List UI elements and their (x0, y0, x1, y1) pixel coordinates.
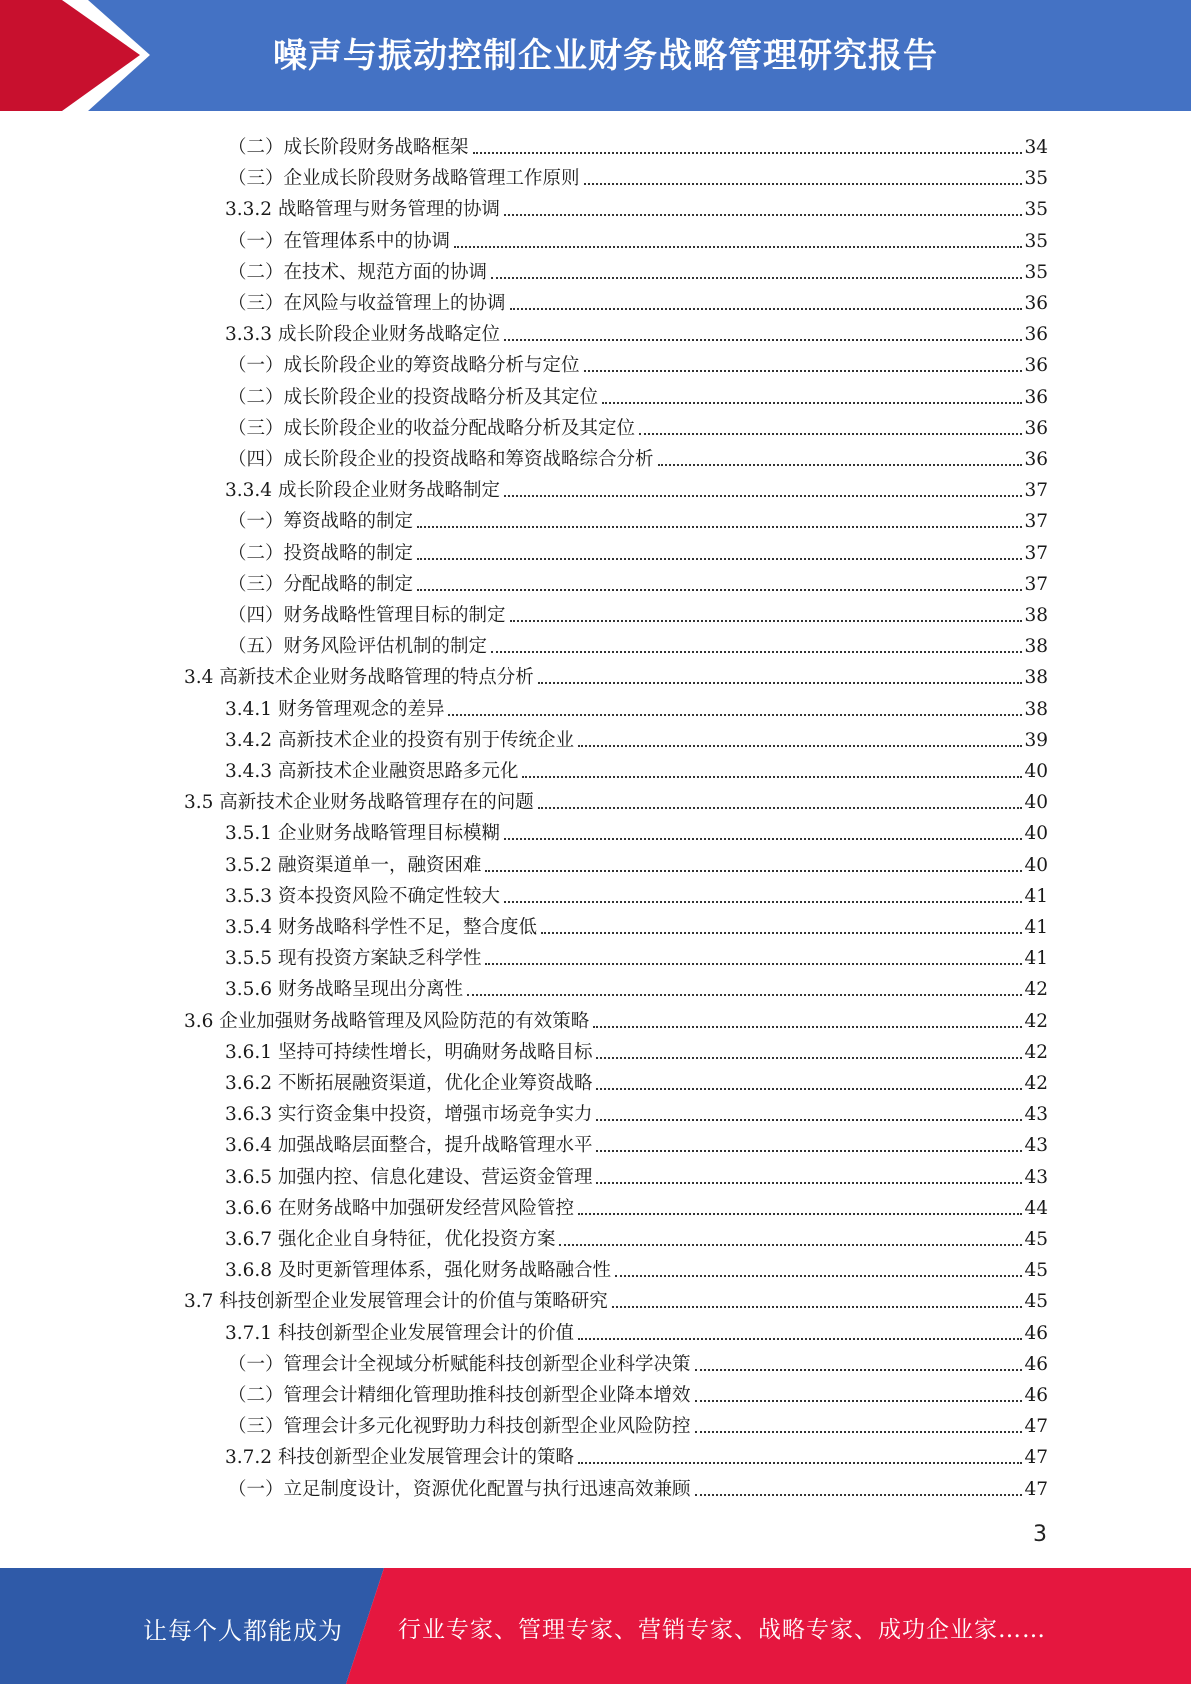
toc-entry[interactable] (225, 1220, 1048, 1251)
toc-entry-page: 45 (1024, 1229, 1048, 1250)
toc-leader-dots (485, 870, 1022, 872)
toc-entry[interactable] (228, 627, 1048, 658)
toc-entry-label: 3.3.2 战略管理与财务管理的协调 (225, 199, 500, 221)
toc-entry-page: 46 (1024, 1322, 1048, 1344)
toc-entry-page: 35 (1024, 199, 1048, 221)
toc-leader-dots (584, 370, 1023, 372)
toc-entry-label: （三）管理会计多元化视野助力科技创新型企业风险防控 (228, 1416, 691, 1438)
toc-entry[interactable] (225, 752, 1048, 783)
toc-entry[interactable] (225, 1095, 1048, 1126)
toc-entry-page: 37 (1024, 480, 1048, 502)
toc-entry[interactable] (228, 440, 1048, 471)
toc-entry[interactable] (228, 534, 1048, 565)
toc-entry-label: （二）成长阶段企业的投资战略分析及其定位 (228, 386, 599, 408)
toc-entry-page: 37 (1024, 573, 1048, 595)
toc-entry-label: 3.3.3 成长阶段企业财务战略定位 (225, 324, 500, 346)
toc-entry-label: 3.7.1 科技创新型企业发展管理会计的价值 (225, 1322, 574, 1344)
toc-entry-label: 3.6.3 实行资金集中投资，增强市场竞争实力 (225, 1104, 593, 1126)
toc-entry[interactable] (228, 284, 1048, 315)
toc-entry-page: 38 (1024, 605, 1048, 626)
toc-entry-page: 42 (1024, 1010, 1048, 1032)
toc-entry-label: 3.5.3 资本投资风险不确定性较大 (225, 885, 500, 907)
toc-leader-dots (615, 1275, 1022, 1277)
toc-leader-dots (695, 1400, 1023, 1402)
toc-entry-label: （四）财务战略性管理目标的制定 (228, 605, 506, 626)
toc-leader-dots (485, 963, 1022, 965)
toc-entry-page: 36 (1024, 417, 1048, 439)
toc-entry[interactable] (228, 1376, 1048, 1407)
toc-entry-page: 38 (1024, 698, 1048, 720)
toc-entry[interactable] (225, 1033, 1048, 1064)
toc-entry-page: 42 (1024, 979, 1048, 1001)
toc-entry-label: 3.6.7 强化企业自身特征，优化投资方案 (225, 1229, 556, 1250)
toc-entry-page: 45 (1024, 1260, 1048, 1282)
toc-leader-dots (695, 1494, 1023, 1496)
toc-leader-dots (504, 901, 1022, 903)
page-number: 3 (1033, 1522, 1047, 1547)
toc-entry[interactable] (225, 1158, 1048, 1189)
toc-entry-page: 35 (1024, 168, 1048, 190)
toc-leader-dots (658, 464, 1023, 466)
toc-entry[interactable] (228, 1407, 1048, 1438)
toc-entry-label: 3.7 科技创新型企业发展管理会计的价值与策略研究 (184, 1291, 608, 1313)
toc-entry-label: 3.5.4 财务战略科学性不足，整合度低 (225, 917, 537, 938)
page-footer (0, 1568, 1191, 1684)
toc-leader-dots (473, 152, 1023, 154)
toc-entry[interactable] (228, 378, 1048, 409)
toc-leader-dots (504, 214, 1022, 216)
toc-entry[interactable] (225, 1126, 1048, 1157)
toc-entry-label: 3.4.1 财务管理观念的差异 (225, 698, 445, 720)
toc-entry-page: 47 (1024, 1416, 1048, 1438)
page-header (0, 0, 1191, 111)
toc-leader-dots (510, 620, 1023, 622)
toc-entry-label: （一）成长阶段企业的筹资战略分析与定位 (228, 355, 580, 377)
toc-entry[interactable] (228, 222, 1048, 253)
toc-leader-dots (504, 495, 1022, 497)
toc-entry[interactable] (225, 846, 1048, 877)
toc-leader-dots (578, 745, 1022, 747)
toc-entry[interactable] (225, 877, 1048, 908)
toc-entry-page: 41 (1024, 917, 1048, 938)
toc-entry-label: 3.6.8 及时更新管理体系，强化财务战略融合性 (225, 1260, 611, 1282)
toc-entry[interactable] (228, 565, 1048, 596)
toc-entry-page: 36 (1024, 449, 1048, 470)
toc-entry[interactable] (184, 1002, 1048, 1033)
toc-entry-page: 37 (1024, 542, 1048, 564)
toc-leader-dots (593, 1026, 1022, 1028)
toc-entry[interactable] (228, 1470, 1048, 1501)
toc-leader-dots (504, 339, 1022, 341)
toc-entry-label: 3.6 企业加强财务战略管理及风险防范的有效策略 (184, 1010, 590, 1032)
toc-leader-dots (596, 1182, 1022, 1184)
toc-entry-label: （三）企业成长阶段财务战略管理工作原则 (228, 168, 580, 190)
toc-leader-dots (639, 433, 1022, 435)
toc-entry-label: 3.5.1 企业财务战略管理目标模糊 (225, 823, 500, 845)
toc-leader-dots (578, 1213, 1022, 1215)
toc-entry-label: （三）成长阶段企业的收益分配战略分析及其定位 (228, 417, 636, 439)
toc-leader-dots (541, 932, 1022, 934)
toc-entry-label: 3.7.2 科技创新型企业发展管理会计的策略 (225, 1447, 574, 1469)
toc-entry[interactable] (225, 1314, 1048, 1345)
toc-entry-label: 3.5.6 财务战略呈现出分离性 (225, 979, 463, 1001)
toc-leader-dots (491, 651, 1022, 653)
footer-slogan-right: 行业专家、管理专家、营销专家、战略专家、成功企业家…… (398, 1617, 1046, 1643)
toc-entry[interactable] (225, 939, 1048, 970)
toc-leader-dots (417, 526, 1022, 528)
toc-entry[interactable] (225, 970, 1048, 1001)
toc-entry[interactable] (225, 471, 1048, 502)
toc-entry-page: 45 (1024, 1291, 1048, 1313)
toc-entry-label: 3.3.4 成长阶段企业财务战略制定 (225, 480, 500, 502)
toc-entry[interactable] (184, 783, 1048, 814)
toc-entry-page: 37 (1024, 511, 1048, 533)
toc-leader-dots (510, 308, 1023, 310)
toc-entry[interactable] (228, 502, 1048, 533)
toc-entry-page: 39 (1024, 729, 1048, 751)
toc-entry[interactable] (228, 1345, 1048, 1376)
toc-entry[interactable] (225, 1189, 1048, 1220)
toc-entry-label: 3.5 高新技术企业财务战略管理存在的问题 (184, 792, 534, 814)
toc-leader-dots (596, 1057, 1022, 1059)
toc-leader-dots (559, 1244, 1022, 1246)
toc-entry-page: 34 (1024, 137, 1048, 158)
toc-entry-page: 35 (1024, 230, 1048, 252)
toc-entry-label: （三）在风险与收益管理上的协调 (228, 293, 506, 314)
toc-leader-dots (584, 183, 1023, 185)
toc-entry[interactable] (225, 721, 1048, 752)
toc-leader-dots (491, 277, 1022, 279)
toc-entry-page: 40 (1024, 792, 1048, 814)
toc-entry-page: 42 (1024, 1041, 1048, 1063)
toc-entry-label: （一）管理会计全视域分析赋能科技创新型企业科学决策 (228, 1353, 691, 1375)
toc-entry-page: 35 (1024, 261, 1048, 283)
toc-entry-page: 36 (1024, 293, 1048, 314)
toc-entry-page: 43 (1024, 1104, 1048, 1126)
toc-entry[interactable] (228, 128, 1048, 159)
toc-entry-label: 3.5.2 融资渠道单一，融资困难 (225, 854, 482, 876)
toc-leader-dots (695, 1431, 1023, 1433)
toc-entry[interactable] (228, 159, 1048, 190)
toc-entry-label: （二）投资战略的制定 (228, 542, 414, 564)
toc-leader-dots (612, 1306, 1023, 1308)
toc-entry[interactable] (225, 315, 1048, 346)
report-title: 噪声与振动控制企业财务战略管理研究报告 (273, 36, 938, 76)
toc-entry-page: 40 (1024, 854, 1048, 876)
toc-leader-dots (467, 994, 1022, 996)
toc-entry-label: 3.4 高新技术企业财务战略管理的特点分析 (184, 667, 534, 689)
toc-entry-label: 3.6.4 加强战略层面整合，提升战略管理水平 (225, 1135, 593, 1157)
toc-entry[interactable] (184, 1282, 1048, 1313)
toc-entry-page: 40 (1024, 823, 1048, 845)
toc-entry-page: 36 (1024, 386, 1048, 408)
toc-leader-dots (417, 558, 1022, 560)
toc-entry-page: 47 (1024, 1447, 1048, 1469)
toc-entry-page: 43 (1024, 1166, 1048, 1188)
toc-entry-label: 3.5.5 现有投资方案缺乏科学性 (225, 948, 482, 970)
toc-entry[interactable] (228, 409, 1048, 440)
toc-leader-dots (596, 1150, 1022, 1152)
toc-entry-page: 47 (1024, 1478, 1048, 1500)
toc-entry-label: 3.6.6 在财务战略中加强研发经营风险管控 (225, 1197, 574, 1219)
toc-entry-page: 36 (1024, 355, 1048, 377)
toc-entry-page: 44 (1024, 1197, 1048, 1219)
toc-entry[interactable] (184, 658, 1048, 689)
toc-leader-dots (522, 776, 1022, 778)
toc-leader-dots (538, 807, 1023, 809)
toc-entry-label: （一）筹资战略的制定 (228, 511, 414, 533)
toc-entry-label: （三）分配战略的制定 (228, 573, 414, 595)
toc-entry[interactable] (228, 596, 1048, 627)
toc-entry-page: 41 (1024, 885, 1048, 907)
toc-entry-label: （四）成长阶段企业的投资战略和筹资战略综合分析 (228, 449, 654, 470)
toc-entry-label: （一）立足制度设计，资源优化配置与执行迅速高效兼顾 (228, 1478, 691, 1500)
toc-entry-page: 36 (1024, 324, 1048, 346)
toc-entry[interactable] (225, 1438, 1048, 1469)
toc-entry-page: 41 (1024, 948, 1048, 970)
toc-entry[interactable] (225, 1251, 1048, 1282)
toc-entry-label: （一）在管理体系中的协调 (228, 230, 451, 252)
toc-entry[interactable] (225, 908, 1048, 939)
toc-entry-page: 46 (1024, 1353, 1048, 1375)
toc-leader-dots (417, 589, 1022, 591)
toc-entry-page: 46 (1024, 1385, 1048, 1406)
toc-leader-dots (454, 246, 1022, 248)
toc-leader-dots (448, 714, 1022, 716)
toc-leader-dots (578, 1338, 1022, 1340)
toc-entry-label: 3.6.5 加强内控、信息化建设、营运资金管理 (225, 1166, 593, 1188)
toc-entry-page: 38 (1024, 636, 1048, 658)
toc-leader-dots (596, 1088, 1022, 1090)
toc-entry-label: （二）成长阶段财务战略框架 (228, 137, 469, 158)
footer-slogan-left: 让每个人都能成为 (143, 1617, 343, 1645)
toc-leader-dots (578, 1462, 1022, 1464)
toc-entry-label: 3.4.3 高新技术企业融资思路多元化 (225, 761, 519, 782)
toc-entry-page: 42 (1024, 1073, 1048, 1094)
toc-entry-label: 3.4.2 高新技术企业的投资有别于传统企业 (225, 729, 574, 751)
toc-entry-label: 3.6.2 不断拓展融资渠道，优化企业筹资战略 (225, 1073, 593, 1094)
toc-entry[interactable] (228, 346, 1048, 377)
toc-entry[interactable] (225, 814, 1048, 845)
toc-leader-dots (695, 1369, 1023, 1371)
toc-leader-dots (504, 838, 1022, 840)
toc-leader-dots (538, 682, 1023, 684)
toc-entry-page: 40 (1024, 761, 1048, 782)
toc-leader-dots (596, 1119, 1022, 1121)
toc-entry-page: 43 (1024, 1135, 1048, 1157)
toc-entry-label: （二）管理会计精细化管理助推科技创新型企业降本增效 (228, 1385, 691, 1406)
toc-entry[interactable] (225, 690, 1048, 721)
toc-entry-label: （二）在技术、规范方面的协调 (228, 261, 488, 283)
toc-entry-label: 3.6.1 坚持可持续性增长，明确财务战略目标 (225, 1041, 593, 1063)
toc-leader-dots (602, 402, 1022, 404)
toc-entry[interactable] (228, 253, 1048, 284)
toc-entry[interactable] (225, 190, 1048, 221)
toc-entry-page: 38 (1024, 667, 1048, 689)
toc-entry[interactable] (225, 1064, 1048, 1095)
toc-entry-label: （五）财务风险评估机制的制定 (228, 636, 488, 658)
